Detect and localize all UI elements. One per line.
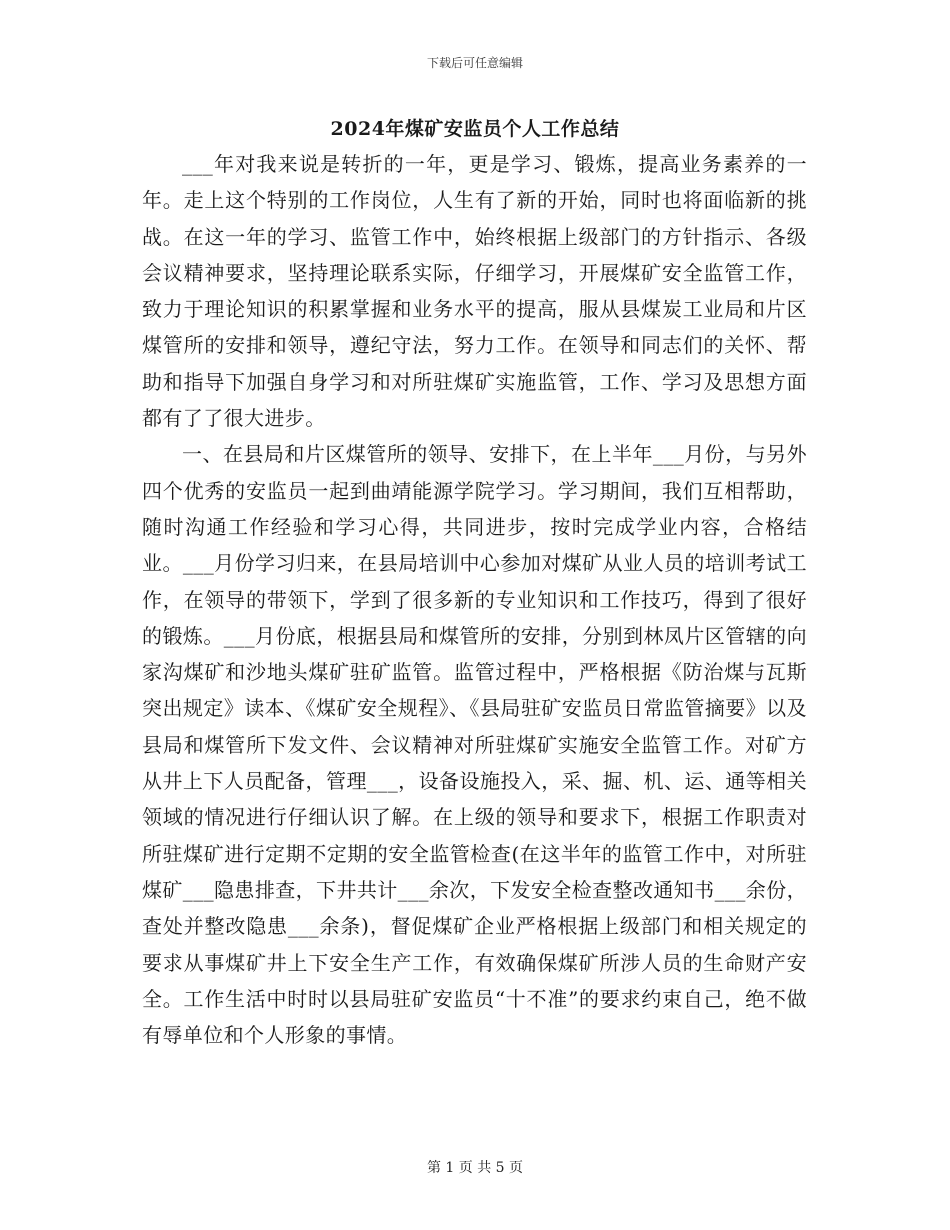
page-header-note: 下载后可任意编辑: [426, 56, 523, 70]
document-title: 2024年煤矿安监员个人工作总结: [330, 118, 620, 140]
page-number: 第 1 页 共 5 页: [426, 1160, 524, 1176]
paragraph-intro: ___年对我来说是转折的一年，更是学习、锻炼，提高业务素养的一年。走上这个特别的工作岗位，人生有了新的开始，同时也将面临新的挑战。在这一年的学习、监管工作中，始终根据上级部门的方针指示、各级会议精神要求，坚持理论联系实际，仔细学习，开展煤矿安全监管工作，致力于理论知识的积累掌握和业务水平的提高，服从县煤炭工业局和片区煤管所的安排和领导，遵纪守法，努力工作。在领导和同志们的关怀、帮助和指导下加强自身学习和对所驻煤矿实施监管，工作、学习及思想方面都有了了很大进步。: [142, 152, 807, 431]
paragraph-section-one: 一、在县局和片区煤管所的领导、安排下，在上半年___月份，与另外四个优秀的安监员一起到曲靖能源学院学习。学习期间，我们互相帮助，随时沟通工作经验和学习心得，共同进步，按时完成学业内容，合格结业。___月份学习归来，在县局培训中心参加对煤矿从业人员的培训考试工作，在领导的带领下，学到了很多新的专业知识和工作技巧，得到了很好的锻炼。___月份底，根据县局和煤管所的安排，分别到林凤片区管辖的向家沟煤矿和沙地头煤矿驻矿监管。监管过程中，严格根据《防治煤与瓦斯突出规定》读本、《煤矿安全规程》、《县局驻矿安监员日常监管摘要》以及县局和煤管所下发文件、会议精神对所驻煤矿实施安全监管工作。对矿方从井上下人员配备，管理___，设备设施投入，采、掘、机、运、通等相关领域的情况进行仔细认识了解。在上级的领导和要求下，根据工作职责对所驻煤矿进行定期不定期的安全监管检查(在这半年的监管工作中，对所驻煤矿___隐患排查，下井共计___余次，下发安全检查整改通知书___余份，查处并整改隐患___余条)，督促煤矿企业严格根据上级部门和相关规定的要求从事煤矿井上下安全生产工作，有效确保煤矿所涉人员的生命财产安全。工作生活中时时以县局驻矿安监员“十不准”的要求约束自己，绝不做有辱单位和个人形象的事情。: [142, 442, 807, 1048]
document-body: [142, 146, 807, 1053]
